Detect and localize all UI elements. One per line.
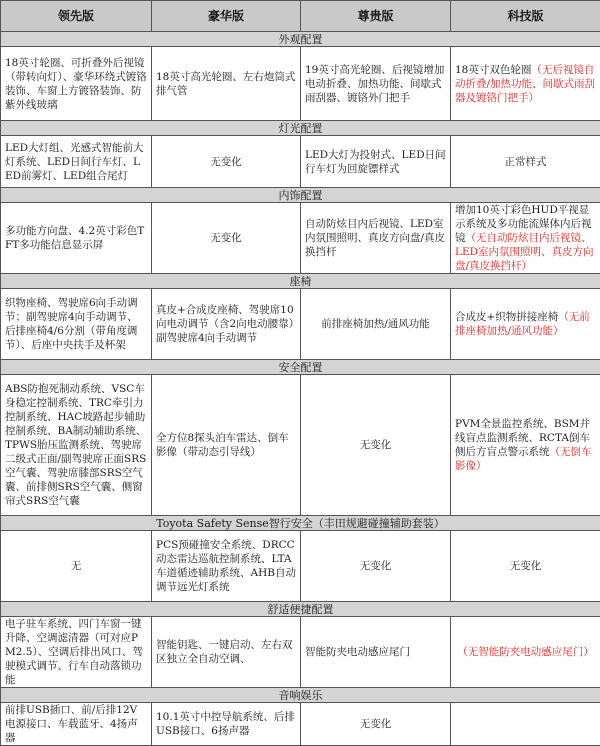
comfort-haohua: 智能钥匙、一键启动、左右双区独立全自动空调、 [152, 617, 301, 688]
safety-keji-note: （无倒车影像） [455, 446, 592, 472]
seats-haohua: 真皮+合成皮座椅、驾驶席10向电动调节（含2向电动腰靠）副驾驶席4向手动调节 [152, 289, 301, 360]
lights-lingxian: LED大灯组、光感式智能前大灯系统、LED日间行车灯、LED前雾灯、LED组合尾灯 [1, 136, 152, 188]
section-interior: 内饰配置 [1, 188, 600, 203]
exterior-zungui: 19英寸高光轮圈、后视镜增加电动折叠、加热功能、间歇式雨刮器、镀铬外门把手 [301, 47, 451, 121]
section-lights: 灯光配置 [1, 121, 600, 136]
audio-haohua: 10.1英寸中控导航系统、后排USB接口、6扬声器 [152, 703, 301, 746]
table-row [1, 203, 600, 274]
seats-lingxian: 织物座椅、驾驶席6向手动调节；副驾驶席4向手动调节、后排座椅4/6分割（带角度调节）、后座中央扶手及杯架 [1, 289, 152, 360]
section-seats: 座椅 [1, 274, 600, 289]
audio-lingxian: 前排USB插口、前/后排12V电源接口、车载蓝牙、4扬声器 [1, 703, 152, 746]
section-safety: 安全配置 [1, 360, 600, 375]
exterior-haohua: 18英寸高光轮圈、左右炮筒式排气管 [152, 47, 301, 121]
seats-keji-note: （无前排座椅加热/通风功能） [455, 311, 590, 337]
table-row [1, 289, 600, 360]
interior-zungui: 自动防炫目内后视镜、LED室内氛围照明、真皮方向盘/真皮换挡杆 [301, 203, 451, 274]
tss-zungui: 无变化 [301, 531, 451, 602]
header-haohua: 豪华版 [152, 1, 301, 32]
header-zungui: 尊贵版 [301, 1, 451, 32]
table-row [1, 617, 600, 688]
table-row [1, 136, 600, 188]
safety-keji-text: PVM全景监控系统、BSM并线盲点监测系统、RCTA倒车侧后方盲点警示系统 [455, 418, 590, 458]
section-audio: 音响娱乐 [1, 688, 600, 703]
audio-zungui: 无变化 [301, 703, 451, 746]
comfort-zungui: 智能防夹电动感应尾门 [301, 617, 451, 688]
lights-haohua: 无变化 [152, 136, 301, 188]
safety-zungui: 无变化 [301, 375, 451, 516]
safety-haohua: 全方位8探头泊车雷达、倒车影像（带动态引导线） [152, 375, 301, 516]
comfort-lingxian: 电子驻车系统、四门车窗一键升降、空调滤清器（可对应PM2.5）、空调后排出风口、驾驶模式调节、行车自动落锁功能 [1, 617, 152, 688]
header-keji: 科技版 [451, 1, 600, 32]
table-row [1, 703, 600, 746]
seats-keji [451, 289, 600, 360]
table-row [1, 531, 600, 602]
interior-keji [451, 203, 600, 274]
tss-haohua: PCS预碰撞安全系统、DRCC动态雷达巡航控制系统、LTA车道循迹辅助系统、AHB自动调节远光灯系统 [152, 531, 301, 602]
tss-keji: 无变化 [451, 531, 600, 602]
seats-zungui: 前排座椅加热/通风功能 [301, 289, 451, 360]
lights-keji: 正常样式 [451, 136, 600, 188]
header-row [1, 1, 600, 32]
seats-keji-text: 合成皮+织物拼接座椅 [455, 311, 558, 323]
lights-zungui: LED大灯为投射式、LED日间行车灯为回旋镖样式 [301, 136, 451, 188]
exterior-keji [451, 47, 600, 121]
interior-keji-text: 增加10英寸彩色HUD平视显示系统及多功能流媒体内后视镜 [455, 204, 592, 244]
section-exterior: 外观配置 [1, 32, 600, 47]
interior-haohua: 无变化 [152, 203, 301, 274]
comfort-keji: （无智能防夹电动感应尾门） [451, 617, 600, 688]
exterior-keji-note: （无后视镜自动折叠/加热功能、间歇式雨刮器及镀铬门把手） [455, 64, 595, 104]
tss-lingxian: 无 [1, 531, 152, 602]
interior-lingxian: 多功能方向盘、4.2英寸彩色TFT多功能信息显示屏 [1, 203, 152, 274]
header-lingxian: 领先版 [1, 1, 152, 32]
section-tss: Toyota Safety Sense智行安全（丰田规避碰撞辅助套装） [1, 516, 600, 531]
table-row [1, 375, 600, 516]
section-comfort: 舒适便捷配置 [1, 602, 600, 617]
exterior-keji-text: 18英寸双色轮圈 [455, 64, 531, 76]
interior-keji-note: （无自动防炫目内后视镜、LED室内氛围照明、真皮方向盘/真皮换挡杆） [455, 232, 594, 272]
safety-lingxian: ABS防抱死制动系统、VSC车身稳定控制系统、TRC牵引力控制系统、HAC坡路起步辅助控制系统、BA制动辅助系统、TPWS胎压监测系统、驾驶席二级式正面/副驾驶席正面SRS空气囊、驾驶席膝部SRS空气囊、前排侧SRS空气囊、侧窗帘式SRS空气囊 [1, 375, 152, 516]
exterior-lingxian: 18英寸轮圈、可折叠外后视镜（带转向灯）、豪华环绕式镀铬装饰、车窗上方镀铬装饰、防紫外线玻璃 [1, 47, 152, 121]
safety-keji [451, 375, 600, 516]
audio-keji [451, 703, 600, 746]
table-row [1, 47, 600, 121]
